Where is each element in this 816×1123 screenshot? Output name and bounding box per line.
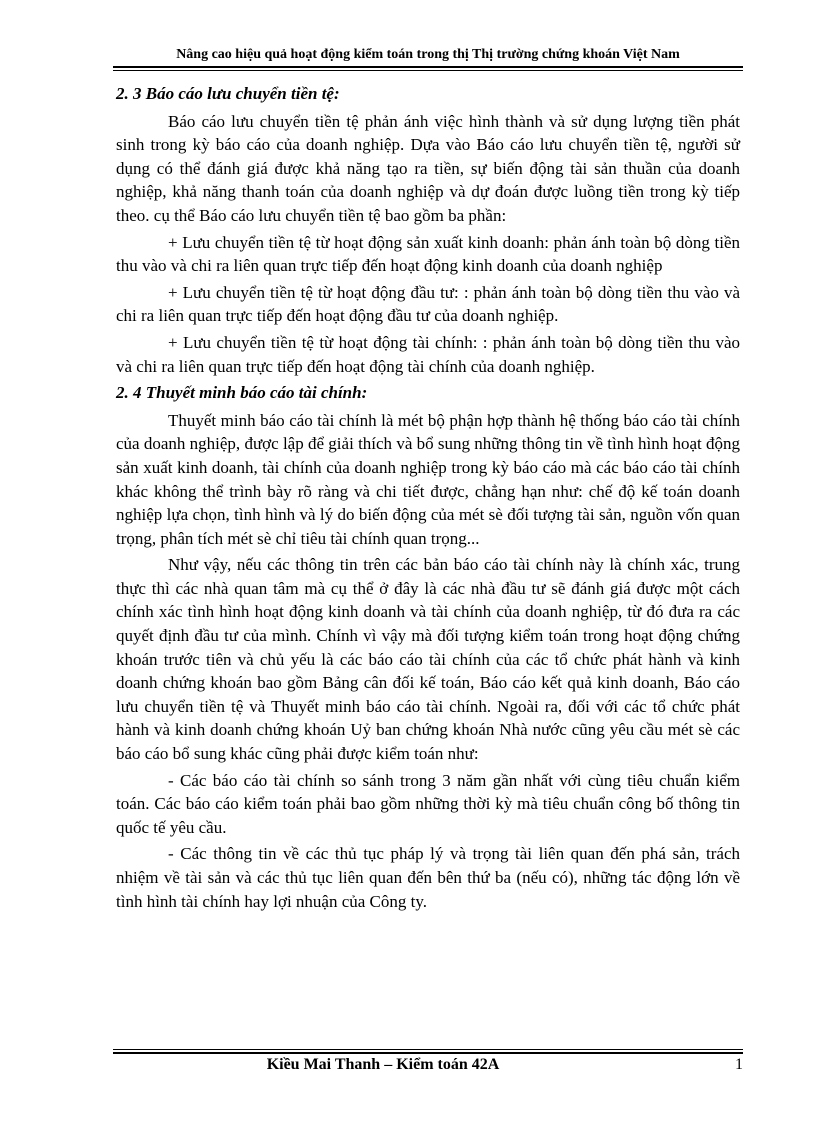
- footer-rule: [113, 1049, 743, 1050]
- paragraph: - Các thông tin về các thủ tục pháp lý và trọng tài liên quan đến phá sản, trách nhiệm về tài sản và các thủ tục liên quan đến bên thứ ba (nếu có), những tác động lớn về tình hình tài chính hay lợi nhuận của Công ty.: [116, 844, 740, 911]
- header-rule-secondary: [113, 70, 743, 71]
- header-rule: [113, 66, 743, 68]
- paragraph: Thuyết minh báo cáo tài chính là mét bộ phận hợp thành hệ thống báo cáo tài chính của doanh nghiệp, được lập để giải thích và bổ sung những thông tin về tình hình hoạt động sản xuất kinh doanh, tài chính của doanh nghiệp trong kỳ báo cáo mà các báo cáo tài chính khác không thể trình bày rõ ràng và chi tiết được, chẳng hạn như: chế độ kế toán doanh nghiệp lựa chọn, tình hình và lý do biến động của mét sè đối tượng tài sản, nguồn vốn quan trọng, phân tích mét sè chỉ tiêu tài chính quan trọng...: [116, 410, 740, 548]
- paragraph: + Lưu chuyển tiền tệ từ hoạt động sản xuất kinh doanh: phản ánh toàn bộ dòng tiền thu vào và chi ra liên quan trực tiếp đến hoạt động kinh doanh của doanh nghiệp: [116, 232, 740, 276]
- footer-author: Kiều Mai Thanh – Kiểm toán 42A: [266, 1056, 500, 1073]
- section-heading-cash-flow: 2. 3 Báo cáo lưu chuyển tiền tệ:: [116, 84, 340, 103]
- document-body: [116, 82, 740, 916]
- paragraph: + Lưu chuyển tiền tệ từ hoạt động tài chính: : phản ánh toàn bộ dòng tiền thu vào và chi ra liên quan trực tiếp đến hoạt động tài chính của doanh nghiệp.: [116, 332, 740, 376]
- running-header: Nâng cao hiệu quả hoạt động kiểm toán trong thị Thị trường chứng khoán Việt Nam: [176, 47, 680, 62]
- page-number: 1: [735, 1056, 743, 1073]
- section-heading-notes: 2. 4 Thuyết minh báo cáo tài chính:: [116, 383, 368, 403]
- paragraph: Như vậy, nếu các thông tin trên các bản báo cáo tài chính này là chính xác, trung thực thì các nhà quan tâm mà cụ thể ở đây là các nhà đầu tư sẽ đánh giá được một cách chính xác tình hình hoạt động kinh doanh và tài chính của doanh nghiệp, từ đó đưa ra các quyết định đầu tư của mình. Chính vì vậy mà đối tượng kiểm toán trong hoạt động chứng khoán trước tiên và chủ yếu là các báo cáo tài chính của các tổ chức phát hành và kinh doanh chứng khoán bao gồm Bảng cân đối kế toán, Báo cáo kết quả kinh doanh, Báo cáo lưu chuyển tiền tệ và Thuyết minh báo cáo tài chính. Ngoài ra, đối với các tổ chức phát hành và kinh doanh chứng khoán Uỷ ban chứng khoán Nhà nước cũng yêu cầu mét sè các báo cáo bổ sung khác cũng phải được kiểm toán như:: [116, 555, 740, 764]
- paragraph: + Lưu chuyển tiền tệ từ hoạt động đầu tư: : phản ánh toàn bộ dòng tiền thu vào và chi ra liên quan trực tiếp đến hoạt động đầu tư của doanh nghiệp.: [116, 282, 740, 326]
- footer-rule-secondary: [113, 1052, 743, 1054]
- paragraph: Báo cáo lưu chuyển tiền tệ phản ánh việc hình thành và sử dụng lượng tiền phát sinh trong kỳ báo cáo của doanh nghiệp. Dựa vào Báo cáo lưu chuyển tiền tệ, người sử dụng có thể đánh giá được khả năng tạo ra tiền, sự biến động tài sản thuần của doanh nghiệp, khả năng thanh toán của doanh nghiệp và dự đoán được luồng tiền trong kỳ tiếp theo. cụ thể Báo cáo lưu chuyển tiền tệ bao gồm ba phần:: [116, 111, 740, 225]
- paragraph: - Các báo cáo tài chính so sánh trong 3 năm gần nhất với cùng tiêu chuẩn kiểm toán. Các báo cáo kiểm toán phải bao gồm những thời kỳ mà tiêu chuẩn công bố thông tin quốc tế yêu cầu.: [116, 770, 740, 837]
